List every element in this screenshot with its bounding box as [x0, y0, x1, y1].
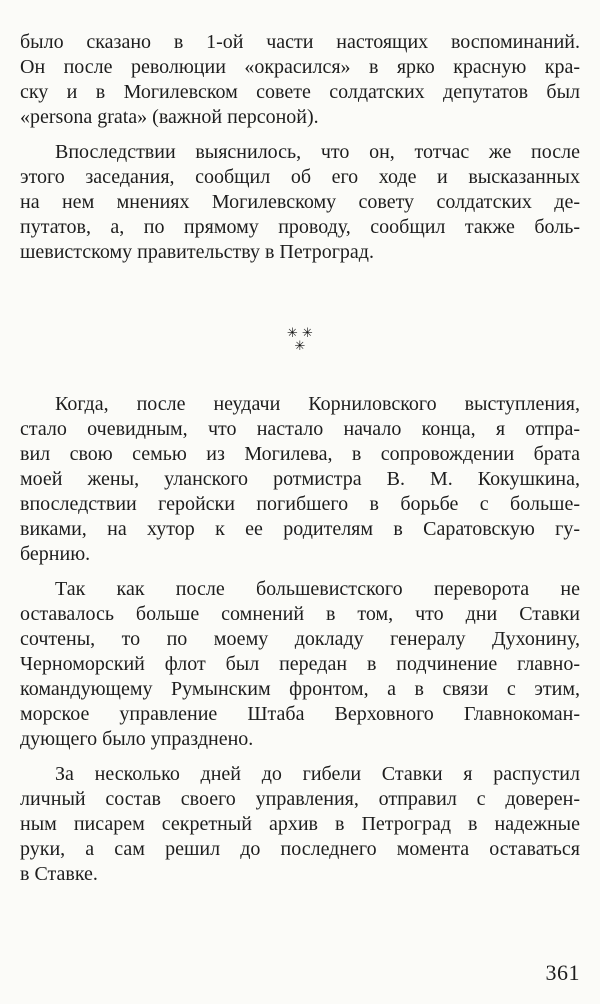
text-line: командующему Румынским фронтом, а в связи с этим,	[20, 678, 580, 700]
paragraph-2	[20, 140, 580, 265]
text-line: ску и в Могилевском совете солдатских депутатов был	[20, 81, 580, 103]
paragraph-5	[20, 762, 580, 887]
page-number: 361	[545, 960, 580, 985]
text-line: Так как после большевистского переворота не	[55, 578, 580, 600]
text-line: путатов, а, по прямому проводу, сообщил также боль-	[20, 216, 580, 238]
text-line: За несколько дней до гибели Ставки я распустил	[55, 763, 580, 785]
text-line: морское управление Штаба Верховного Главнокоман-	[20, 703, 580, 725]
text-line: этого заседания, сообщил об его ходе и высказанных	[20, 166, 580, 188]
paragraph-4	[20, 577, 580, 752]
text-line: Он после революции «окрасился» в ярко красную кра-	[20, 56, 580, 78]
text-line: было сказано в 1-ой части настоящих воспоминаний.	[20, 31, 580, 53]
text-line: на нем мнениях Могилевскому совету солдатских де-	[20, 191, 580, 213]
asterisk-separator-bottom-icon: ✳	[294, 339, 306, 354]
paragraph-1	[20, 30, 580, 130]
text-line: Впоследствии выяснилось, что он, тотчас же после	[55, 141, 580, 163]
text-line: ным писарем секретный архив в Петроград в надежные	[20, 813, 580, 835]
text-line: впоследствии геройски погибшего в борьбе с больше-	[20, 493, 580, 515]
section-separator	[20, 327, 580, 353]
text-line: вил свою семью из Могилева, в сопровождении брата	[20, 443, 580, 465]
text-line: Когда, после неудачи Корниловского выступления,	[55, 393, 580, 415]
text-line: виками, на хутор к ее родителям в Саратовскую гу-	[20, 518, 580, 540]
text-line: сочтены, то по моему докладу генералу Духонину,	[20, 628, 580, 650]
text-line: бернию.	[20, 543, 91, 565]
paragraph-3	[20, 392, 580, 567]
text-line: в Ставке.	[20, 863, 98, 885]
asterisk-separator-top-icon: ✳ ✳	[287, 326, 313, 341]
text-line: моей жены, уланского ротмистра В. М. Кокушкина,	[20, 468, 580, 490]
text-line: оставалось больше сомнений в том, что дни Ставки	[20, 603, 580, 625]
page-text-block	[20, 30, 580, 887]
text-line: стало очевидным, что настало начало конца, я отпра-	[20, 418, 580, 440]
text-line: руки, а сам решил до последнего момента оставаться	[20, 838, 580, 860]
text-line: «persona grata» (важной персоной).	[20, 106, 319, 128]
text-line: личный состав своего управления, отправил с доверен-	[20, 788, 580, 810]
text-line: шевистскому правительству в Петроград.	[20, 241, 374, 263]
text-line: Черноморский флот был передан в подчинение главно-	[20, 653, 580, 675]
text-line: дующего было упразднено.	[20, 728, 254, 750]
